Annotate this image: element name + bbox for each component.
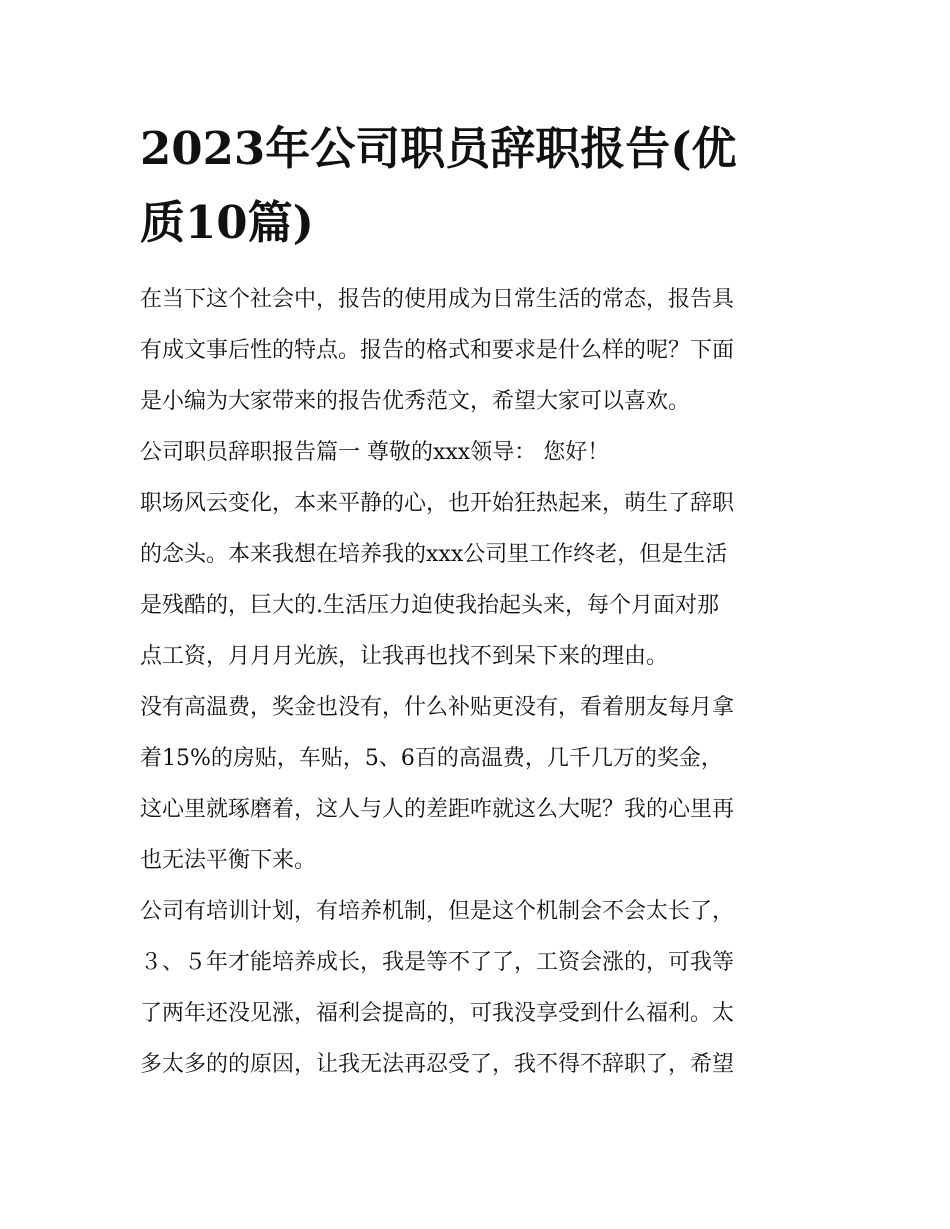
text-line: 公司职员辞职报告篇一 尊敬的xxx领导： 您好！ — [140, 440, 610, 465]
text-line: 的念头。本来我想在培养我的xxx公司里工作终老，但是生活 — [140, 542, 728, 567]
text-line: 没有高温费，奖金也没有，什么补贴更没有，看着朋友每月拿 — [140, 695, 735, 720]
document-page — [140, 112, 820, 1090]
text-line: 有成文事后性的特点。报告的格式和要求是什么样的呢？下面 — [140, 338, 735, 363]
text-line: 公司有培训计划，有培养机制，但是这个机制会不会太长了， — [140, 899, 735, 924]
text-line: 多太多的的原因，让我无法再忍受了，我不得不辞职了，希望 — [140, 1052, 735, 1077]
title-line-1: 2023年公司职员辞职报告(优 — [140, 122, 737, 175]
text-line: 着15%的房贴，车贴，5、6百的高温费，几千几万的奖金， — [140, 746, 723, 771]
text-line: 是小编为大家带来的报告优秀范文，希望大家可以喜欢。 — [140, 389, 691, 414]
body-paragraph-1 — [140, 478, 820, 682]
document-title — [140, 112, 820, 260]
body-paragraph-2 — [140, 682, 820, 886]
text-line: 职场风云变化，本来平静的心，也开始狂热起来，萌生了辞职 — [140, 491, 735, 516]
text-line: 在当下这个社会中，报告的使用成为日常生活的常态，报告具 — [140, 287, 735, 312]
text-line: ３、５年才能培养成长，我是等不了了，工资会涨的，可我等 — [140, 950, 735, 975]
title-line-2: 质10篇) — [140, 196, 314, 249]
text-line: 这心里就琢磨着，这人与人的差距咋就这么大呢？我的心里再 — [140, 797, 735, 822]
text-line: 了两年还没见涨，福利会提高的，可我没享受到什么福利。太 — [140, 1001, 735, 1026]
letter-salutation — [140, 427, 820, 478]
text-line: 也无法平衡下来。 — [140, 848, 317, 873]
body-paragraph-3 — [140, 886, 820, 1090]
text-line: 点工资，月月月光族，让我再也找不到呆下来的理由。 — [140, 644, 669, 669]
text-line: 是残酷的，巨大的.生活压力迫使我抬起头来，每个月面对那 — [140, 593, 719, 618]
intro-paragraph — [140, 274, 820, 427]
